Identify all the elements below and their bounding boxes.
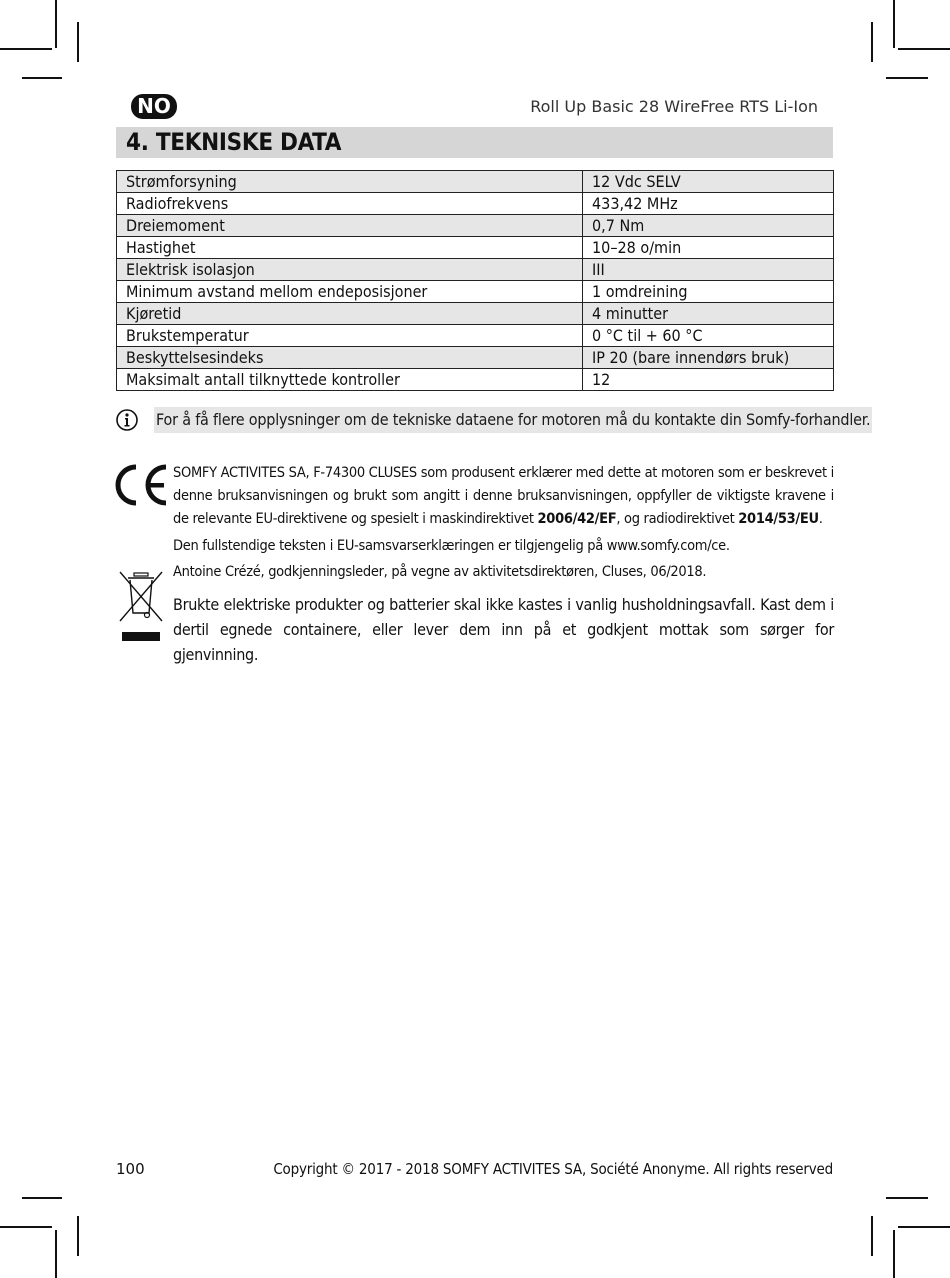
info-note [116,407,871,433]
crop-mark [77,1216,79,1256]
info-note-text: For å få flere opplysninger om de tekniske dataene for motoren må du kontakte din Somfy-forhandler. [154,407,872,433]
crop-mark [871,22,873,62]
page-number: 100 [116,1160,145,1178]
spec-value: 1 omdreining [583,281,834,303]
spec-value: 0,7 Nm [583,215,834,237]
crop-mark [886,77,928,79]
radio-directive: 2014/53/EU [738,511,819,527]
declaration-text-part: . [818,511,823,527]
crop-mark [77,22,79,62]
spec-value: III [583,259,834,281]
spec-label: Strømforsyning [117,171,583,193]
crop-mark [893,1230,895,1278]
crop-mark [55,1230,57,1278]
section-header [116,127,833,158]
spec-label: Radiofrekvens [117,193,583,215]
spec-value: IP 20 (bare innendørs bruk) [583,347,834,369]
spec-value: 0 °C til + 60 °C [583,325,834,347]
spec-label: Minimum avstand mellom endeposisjoner [117,281,583,303]
crop-mark [0,1226,52,1228]
crop-mark [0,48,52,50]
spec-value: 10–28 o/min [583,237,834,259]
spec-label: Beskyttelsesindeks [117,347,583,369]
crop-mark [886,1197,928,1199]
copyright-notice: Copyright © 2017 - 2018 SOMFY ACTIVITES SA, Société Anonyme. All rights reserved [273,1160,833,1178]
crop-mark [898,1226,950,1228]
spec-value: 433,42 MHz [583,193,834,215]
table-row [117,193,834,215]
signature-line: Antoine Crézé, godkjenningsleder, på vegne av aktivitetsdirektøren, Cluses, 06/2018. [173,564,707,580]
crop-mark [871,1216,873,1256]
spec-value: 4 minutter [583,303,834,325]
spec-label: Dreiemoment [117,215,583,237]
section-title: 4. TEKNISKE DATA [126,128,342,156]
spec-label: Elektrisk isolasjon [117,259,583,281]
table-row [117,171,834,193]
specs-table [116,170,834,391]
crop-mark [893,0,895,48]
product-name: Roll Up Basic 28 WireFree RTS Li-Ion [530,97,818,116]
table-row [117,325,834,347]
table-row [117,215,834,237]
table-row [117,237,834,259]
spec-label: Brukstemperatur [117,325,583,347]
declaration-text [173,462,834,531]
info-circle-icon [116,409,138,431]
spec-label: Maksimalt antall tilknyttede kontroller [117,369,583,391]
crop-mark [22,1197,62,1199]
crop-mark [22,77,62,79]
spec-label: Hastighet [117,237,583,259]
declaration-text-part: , og radiodirektivet [616,511,739,527]
language-badge: NO [131,94,177,119]
spec-value: 12 [583,369,834,391]
table-row [117,281,834,303]
full-text-note: Den fullstendige teksten i EU-samsvarserklæringen er tilgjengelig på www.somfy.com/ce. [173,538,730,554]
table-row [117,347,834,369]
crop-mark [55,0,57,48]
machine-directive: 2006/42/EF [537,511,617,527]
spec-value: 12 Vdc SELV [583,171,834,193]
spec-label: Kjøretid [117,303,583,325]
declaration-text-part: SOMFY ACTIVITES SA, F-74300 CLUSES som produsent erklærer med dette at motoren som er beskrevet i denne bruksanvisningen og brukt som angitt i denne bruksanvisningen, oppfyller de viktigste kravene i de relevante EU-direktivene og spesielt i maskindirektivet [173,465,834,527]
table-row [117,259,834,281]
ce-mark-icon [114,464,170,506]
weee-text: Brukte elektriske produkter og batterier skal ikke kastes i vanlig husholdningsavfall. Kast dem i dertil egnede containere, eller lever dem inn på et godkjent mottak som sørger for gjenvinning. [173,595,834,664]
crossed-out-bin-icon [118,569,164,643]
crop-mark [898,48,950,50]
table-row [117,369,834,391]
table-row [117,303,834,325]
